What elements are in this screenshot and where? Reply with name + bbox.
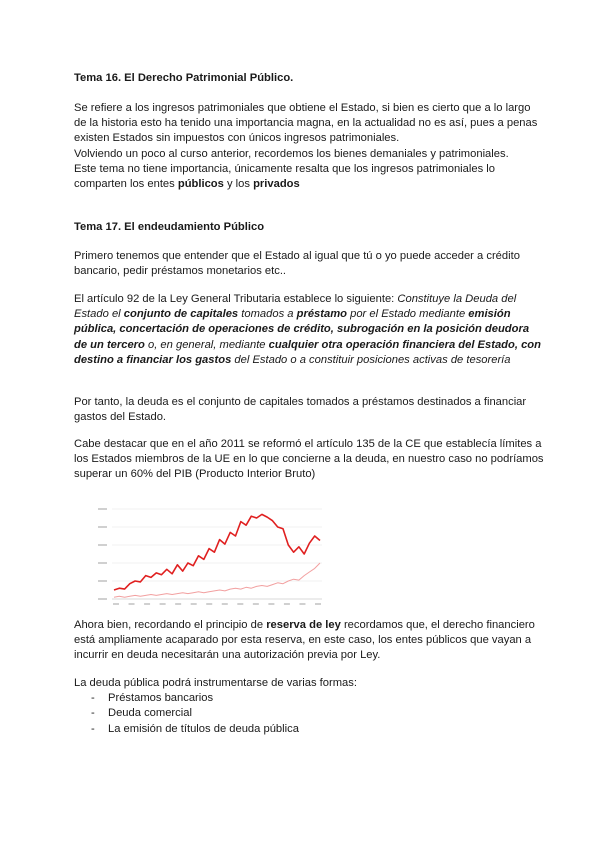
text-p3-mid: y los [223, 178, 254, 191]
dash-bullet: - [91, 707, 95, 720]
text-ahora-1: Ahora bien, recordando el principio de [74, 619, 267, 631]
x-tick-mark [113, 603, 119, 605]
chart-ticks [98, 508, 321, 605]
text-art-i4: o, en general, mediante [144, 338, 269, 351]
x-tick-mark [237, 603, 243, 605]
x-tick-mark [253, 603, 259, 605]
list-item [74, 706, 544, 721]
text-art-i5: del Estado o a constituir posiciones activas de tesorería [231, 353, 511, 366]
text-art-b2: préstamo [296, 308, 347, 321]
series-line-1 [114, 514, 320, 590]
text-formas: La deuda pública podrá instrumentarse de varias formas: [74, 677, 357, 689]
x-tick-mark [299, 603, 305, 605]
y-tick-mark [98, 562, 107, 564]
y-tick-mark [98, 526, 107, 528]
dash-bullet: - [91, 692, 95, 705]
text-art-i3: por el Estado mediante [347, 308, 469, 321]
y-tick-mark [98, 508, 107, 510]
text-art-intro: El artículo 92 de la Ley General Tributaria establece lo siguiente: [74, 293, 398, 305]
text-p3-start: Este tema no tiene importancia, únicamente resalta que los ingresos patrimoniales lo comparten los entes [74, 162, 496, 191]
forms-list [74, 691, 544, 737]
text-tema16-p2: Volviendo un poco al curso anterior, recordemos los bienes demaniales y patrimoniales. [74, 147, 509, 160]
x-tick-mark [315, 603, 321, 605]
heading-tema-17: Tema 17. El endeudamiento Público [74, 221, 265, 233]
x-tick-mark [268, 603, 274, 605]
list-item [74, 722, 544, 737]
text-reserva-de-ley: reserva de ley [266, 619, 341, 631]
x-tick-mark [144, 603, 150, 605]
list-item-text: Deuda comercial [108, 707, 192, 720]
text-publicos: públicos [177, 178, 224, 191]
text-art-b3: emisión pública, concertación de operaciones de crédito, subrogación en la posición deudora de un tercero [74, 308, 530, 351]
text-art-b4: cualquier otra operación financiera del Estado, con destino a financiar los gastos [74, 338, 541, 366]
x-tick-mark [284, 603, 290, 605]
series-line-2 [114, 563, 320, 597]
y-tick-mark [98, 598, 107, 600]
y-tick-mark [98, 580, 107, 582]
paragraph-articulo-92 [74, 292, 544, 368]
text-art-i2: tomados a [238, 308, 297, 321]
x-tick-mark [222, 603, 228, 605]
paragraph-formas [74, 676, 544, 737]
heading-tema-16: Tema 16. El Derecho Patrimonial Público. [74, 72, 294, 84]
text-tema16-p1: Se refiere a los ingresos patrimoniales que obtiene el Estado, si bien es cierto que a lo largo de la historia esto ha tenido una importancia magna, en la actualidad no es así, pues a penas existen Estados sin impuestos con únicos ingresos patrimoniales. [74, 102, 538, 145]
paragraph-ahora-bien [74, 618, 544, 664]
text-tema16-p3 [74, 162, 544, 192]
text-art-b1: conjunto de capitales [123, 308, 239, 321]
paragraph-cabe-destacar: Cabe destacar que en el año 2011 se reformó el artículo 135 de la CE que establecía límites a los Estados miembros de la UE en lo que concierne a la deuda, en nuestro caso no podríamos superar un 60% del PIB (Producto Interior Bruto) [74, 438, 544, 481]
y-tick-mark [98, 544, 107, 546]
debt-line-chart [90, 503, 328, 608]
text-art-i1: Constituye la Deuda del Estado el [74, 293, 517, 321]
x-tick-mark [175, 603, 181, 605]
list-item-text: La emisión de títulos de deuda pública [108, 722, 299, 735]
dash-bullet: - [91, 722, 95, 735]
x-tick-mark [129, 603, 135, 605]
text-ahora-2: recordamos que, el derecho financiero está ampliamente acaparado por esta reserva, en este caso, los entes públicos que vayan a incurrir en deuda necesitarán una autorización previa por Ley. [74, 619, 535, 662]
paragraph-tema16-intro [74, 101, 544, 192]
x-tick-mark [160, 603, 166, 605]
text-privados: privados [253, 178, 300, 191]
list-item-text: Préstamos bancarios [108, 692, 214, 705]
paragraph-primero: Primero tenemos que entender que el Estado al igual que tú o yo puede acceder a crédito bancario, pedir préstamos monetarios etc.. [74, 250, 520, 278]
chart-grid [112, 509, 322, 599]
x-tick-mark [206, 603, 212, 605]
paragraph-por-tanto: Por tanto, la deuda es el conjunto de capitales tomados a préstamos destinados a financiar gastos del Estado. [74, 396, 527, 424]
x-tick-mark [191, 603, 197, 605]
list-item [74, 691, 544, 706]
